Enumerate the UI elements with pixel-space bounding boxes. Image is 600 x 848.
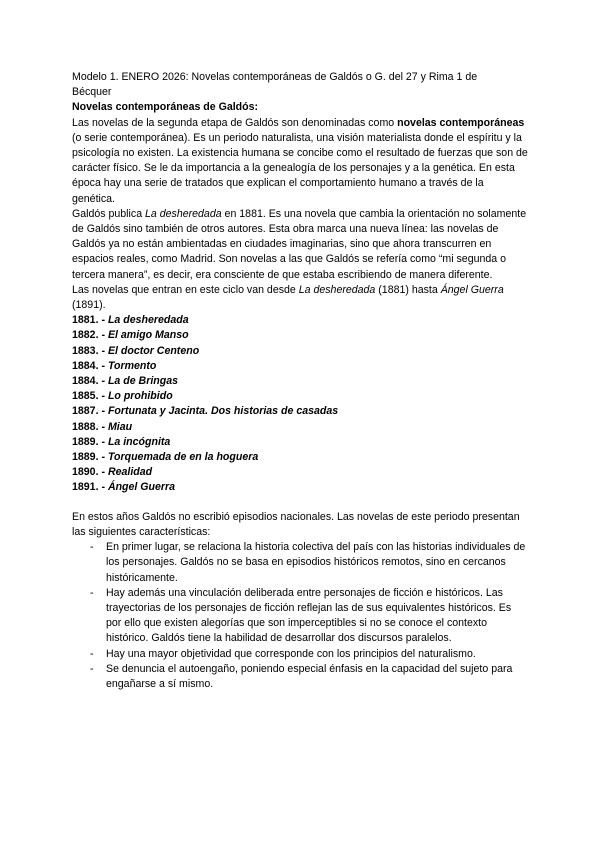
novel-title: Tormento <box>107 359 157 372</box>
novel-title: El amigo Manso <box>107 329 189 342</box>
paragraph-cycle-text-c: (1881) hasta <box>375 283 441 296</box>
paragraph-intro-text-a: Las novelas de la segunda etapa de Galdós son denominadas como <box>72 116 398 129</box>
bullet-dash: - <box>90 541 94 554</box>
paragraph-desheredada-italic: La desheredada <box>145 207 222 220</box>
novel-title: Miau <box>107 420 133 433</box>
header-line-2: Bécquer <box>72 86 112 99</box>
novel-item <box>72 313 528 328</box>
novel-title: La incógnita <box>107 435 171 448</box>
novel-item <box>72 374 528 389</box>
novel-item <box>72 480 528 495</box>
novel-title: El doctor Centeno <box>107 344 200 357</box>
novel-item <box>72 344 528 359</box>
list-item <box>72 540 528 586</box>
section-title: Novelas contemporáneas de Galdós: <box>72 101 259 114</box>
novel-title: Torquemada de en la hoguera <box>107 451 259 464</box>
novel-year: 1889. - <box>72 435 105 448</box>
bullet-dash: - <box>90 586 94 599</box>
novel-item <box>72 404 528 419</box>
novel-year: 1883. - <box>72 344 105 357</box>
novel-year: 1884. - <box>72 359 105 372</box>
novel-year: 1885. - <box>72 390 105 403</box>
paragraph-intro-text-c: (o serie contemporánea). Es un periodo naturalista, una visión materialista donde el espíritu y la psicología no existen. La existencia humana se concibe como el resultado de fuerzas que son de carácter físico. Se le da importancia a la genealogía de los personajes y a la genética. En esta época hay una serie de tratados que explican el comportamiento humano a través de la genética. <box>72 131 528 205</box>
novel-year: 1888. - <box>72 420 105 433</box>
novel-item <box>72 465 528 480</box>
list-item-text: Se denuncia el autoengaño, poniendo especial énfasis en la capacidad del sujeto para engañarse a sí mismo. <box>106 662 513 690</box>
novel-year: 1891. - <box>72 481 105 494</box>
list-item <box>72 647 528 662</box>
novel-title: Realidad <box>107 466 153 479</box>
paragraph-cycle-italic-2: Ángel Guerra <box>440 283 504 296</box>
paragraph-cycle-italic-1: La desheredada <box>298 283 376 296</box>
paragraph-intro <box>72 116 528 207</box>
novel-year: 1881. - <box>72 314 105 327</box>
bullet-dash: - <box>90 647 94 660</box>
novel-year: 1882. - <box>72 329 105 342</box>
bullet-dash: - <box>90 662 94 675</box>
document-header <box>72 70 528 100</box>
paragraph-desheredada <box>72 207 528 283</box>
paragraph-cycle <box>72 283 528 313</box>
novel-title: La desheredada <box>107 314 189 327</box>
paragraph-cycle-text-e: (1891). <box>72 299 106 312</box>
novel-item <box>72 389 528 404</box>
novel-title: La de Bringas <box>107 375 178 388</box>
header-line-1: Modelo 1. ENERO 2026: Novelas contemporáneas de Galdós o G. del 27 y Rima 1 de <box>72 71 478 83</box>
novel-year: 1884. - <box>72 375 105 388</box>
paragraph-desheredada-text-a: Galdós publica <box>72 207 146 220</box>
novel-item <box>72 435 528 450</box>
list-item-text: En primer lugar, se relaciona la historia colectiva del país con las historias individuales de los personajes. Galdós no se basa en episodios históricos remotos, sino en cercanos históricamente. <box>106 541 526 584</box>
novel-item <box>72 420 528 435</box>
list-item <box>72 662 528 692</box>
novel-title: Ángel Guerra <box>107 481 176 494</box>
novel-title: Lo prohibido <box>107 390 173 403</box>
paragraph-cycle-text-a: Las novelas que entran en este ciclo van desde <box>72 283 299 296</box>
novel-year: 1890. - <box>72 466 105 479</box>
list-item-text: Hay una mayor objetividad que corresponde con los principios del naturalismo. <box>106 647 476 660</box>
characteristics-list <box>72 540 528 692</box>
novel-item <box>72 450 528 465</box>
novel-year: 1887. - <box>72 405 105 418</box>
novel-list <box>72 313 528 495</box>
novel-item <box>72 359 528 374</box>
list-item-text: Hay además una vinculación deliberada entre personajes de ficción e históricos. Las trayectorias de los personajes de ficción reflejan las de sus equivalentes históricos. Es por ello que existen alegorías que son imperceptibles si no se conoce el contexto histórico. Galdós tiene la habilidad de desarrollar dos discursos paralelos. <box>106 586 512 645</box>
paragraph-characteristics: En estos años Galdós no escribió episodios nacionales. Las novelas de este periodo presentan las siguientes características: <box>72 510 520 538</box>
novel-year: 1889. - <box>72 451 105 464</box>
novel-title: Fortunata y Jacinta. Dos historias de casadas <box>107 405 339 418</box>
list-item <box>72 586 528 647</box>
paragraph-desheredada-text-c: en 1881. Es una novela que cambia la orientación no solamente de Galdós sino también de otros autores. Esta obra marca una nueva línea: las novelas de Galdós ya no están ambientadas en ciudades imaginarias, sino que ahora transcurren en espacios reales, como Madrid. Son novelas a las que Galdós se refería como “mi segunda o tercera manera”, es decir, era consciente de que estaba escribiendo de manera diferente. <box>72 207 527 281</box>
paragraph-intro-bold: novelas contemporáneas <box>397 116 525 129</box>
novel-item <box>72 328 528 343</box>
